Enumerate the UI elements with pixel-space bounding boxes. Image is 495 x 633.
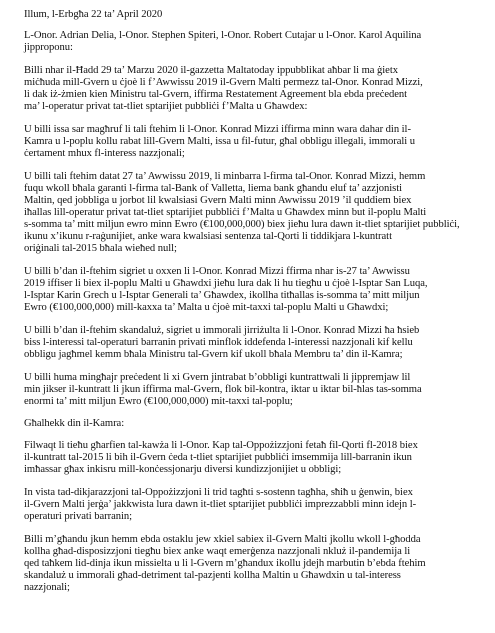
text-line: il-Gvern Malti jerġa’ jakkwista lura dawn it-tliet sptarijiet pubbliċi imprezzabbli minn idejn l- — [24, 499, 417, 511]
text-line: il-kuntratt tal-2015 li bih il-Gvern ċeda t-tliet sptarijiet pubbliċi imsemmija lill-barranin ikun — [24, 452, 412, 464]
letter-page — [24, 9, 474, 605]
text-line: U billi b’dan il-ftehim skandaluż, sigriet u immorali jirriżulta li l-Onor. Konrad Mizzi ħa ħsieb — [24, 324, 420, 336]
paragraph — [24, 266, 474, 314]
text-line: fuqu wkoll bħala garanti l-firma tal-Bank of Valletta, liema bank għandu eluf ta’ azzjonisti — [24, 182, 403, 194]
text-line: Filwaqt li tieħu għarfien tal-kawża li l-Onor. Kap tal-Oppożizzjoni fetaħ fil-Qorti fl-2018 biex — [24, 440, 418, 452]
text-line: Għalhekk din il-Kamra: — [24, 417, 125, 429]
text-line: l-Isptar Karin Grech u l-Isptar Generali ta’ Għawdex, ikollha titħallas is-somma ta’ mitt miljun — [24, 290, 420, 302]
text-line: 2019 iffiser li biex il-poplu Malti u Għawdxi jieħu lura dak li hu tiegħu u ċjoè l-Isptar San Luqa, — [24, 278, 428, 290]
text-line: Kamra u l-poplu kollu rabat lill-Gvern Malti, issa u fil-futur, għal obbligu illegali, immorali u — [24, 135, 416, 147]
dateline — [24, 9, 474, 21]
text-line: U billi tali ftehim datat 27 ta’ Awwissu 2019, li minbarra l-firma tal-Onor. Konrad Mizzi, hemm — [24, 170, 426, 182]
text-line: min jikser il-kuntratt li jkun iffirma mal-Gvern, flok bil-kontra, iktar u iktar bil-ħlas tas-somma — [24, 383, 422, 395]
text-line: biss l-interessi tal-operaturi barranin privati minflok iddefenda l-interessi nazzjonali kif kellu — [24, 337, 413, 349]
paragraph — [24, 171, 474, 256]
text-line: operaturi privati barranin; — [24, 511, 133, 523]
paragraph — [24, 372, 474, 408]
text-line: Maltin, qed jobbliga u jorbot lil kwalsiasi Gvern Malti minn Awwissu 2019 ’il quddiem biex — [24, 194, 412, 206]
text-line: ikunu x’ikunu r-raġunijiet, anke wara kwalsiasi sentenza tal-Qorti li tiddikjara l-kuntratt — [24, 231, 392, 243]
text-line: qed taħkem lid-dinja ikun missielta u li l-Gvern m’għandux ikollu jdejh marbutin b’ebda ftehim — [24, 558, 426, 570]
text-line: ċertament mhux fl-interess nazzjonali; — [24, 148, 185, 160]
text-line: skandaluż u immorali għad-detriment tal-pazjenti kollha Maltin u Għawdxin u tal-interess — [24, 570, 401, 582]
text-line: obbligu jagħmel kemm bħala Ministru tal-Gvern kif ukoll bħala Membru ta’ din il-Kamra; — [24, 349, 403, 361]
text-line: Billi m’għandu jkun hemm ebda ostaklu jew xkiel sabiex il-Gvern Malti jkollu wkoll l-għodda — [24, 534, 421, 546]
paragraph — [24, 124, 474, 160]
text-line: jipproponu: — [24, 42, 73, 54]
text-line: miċħuda mill-Gvern u ċjoè li f’Awwissu 2019 il-Gvern Malti permezz tal-Onor. Konrad Mizzi, — [24, 76, 423, 88]
text-line: li dak iż-żmien kien Ministru tal-Gvern, iffirma Restatement Agreement bla ebda preċedent — [24, 89, 408, 101]
text-line: L-Onor. Adrian Delia, l-Onor. Stephen Spiteri, l-Onor. Robert Cutajar u l-Onor. Karol Aquilina — [24, 30, 422, 42]
paragraph — [24, 30, 474, 54]
text-line: U billi issa sar magħruf li tali ftehim li l-Onor. Konrad Mizzi iffirma minn wara dahar din il- — [24, 123, 411, 135]
text-line: U billi huma mingħajr preċedent li xi Gvern jintrabat b’obbligi kuntrattwali li jippremjaw lil — [24, 371, 411, 383]
text-line: Ewro (€100,000,000) mill-kaxxa ta’ Malta u ċjoè mit-taxxi tal-poplu Malti u Għawdxi; — [24, 302, 389, 314]
text-line: oriġinali tal-2015 bħala wieħed null; — [24, 243, 177, 255]
text-line: iħallas lill-operatur privat tat-tliet sptarijiet pubbliċi f’Malta u Għawdex minn but il-poplu Malti — [24, 207, 427, 218]
text-line: ma’ l-operatur privat tat-tliet sptarijiet pubbliċi f’Malta u Għawdex: — [24, 101, 308, 113]
text-line: kollha għad-disposizzjoni tiegħu biex anke waqt emerġenza nazzjonali nkluż il-pandemija li — [24, 546, 411, 558]
text-line: imħassar għax inkisru mill-konċessjonarju diversi kundizzjonijiet u obbligi; — [24, 464, 342, 476]
paragraph — [24, 325, 474, 361]
paragraph — [24, 487, 474, 523]
text-line: Billi nhar il-Ħadd 29 ta’ Marzu 2020 il-gazzetta Maltatoday ippubblikat aħbar li ma ġietx — [24, 64, 398, 76]
paragraph — [24, 440, 474, 476]
text-line: nazzjonali; — [24, 582, 70, 594]
paragraph — [24, 418, 474, 430]
dateline-text: Illum, l-Erbgħa 22 ta’ April 2020 — [24, 9, 163, 20]
text-line: s-somma ta’ mitt miljun ewro minn Ewro (€100,000,000) biex jieħu lura dawn it-tliet sptarijiet pubbliċi, — [24, 219, 460, 231]
motion-body — [24, 30, 474, 594]
paragraph — [24, 534, 474, 594]
text-line: In vista tad-dikjarazzjoni tal-Oppożizzjoni li trid tagħti s-sostenn tagħha, sħiħ u ġenwin, biex — [24, 487, 413, 499]
paragraph — [24, 65, 474, 113]
text-line: U billi b’dan il-ftehim sigriet u oxxen li l-Onor. Konrad Mizzi ffirma nhar is-27 ta’ Awwissu — [24, 265, 410, 277]
text-line: enormi ta’ mitt miljun Ewro (€100,000,000) mit-taxxi tal-poplu; — [24, 396, 293, 407]
